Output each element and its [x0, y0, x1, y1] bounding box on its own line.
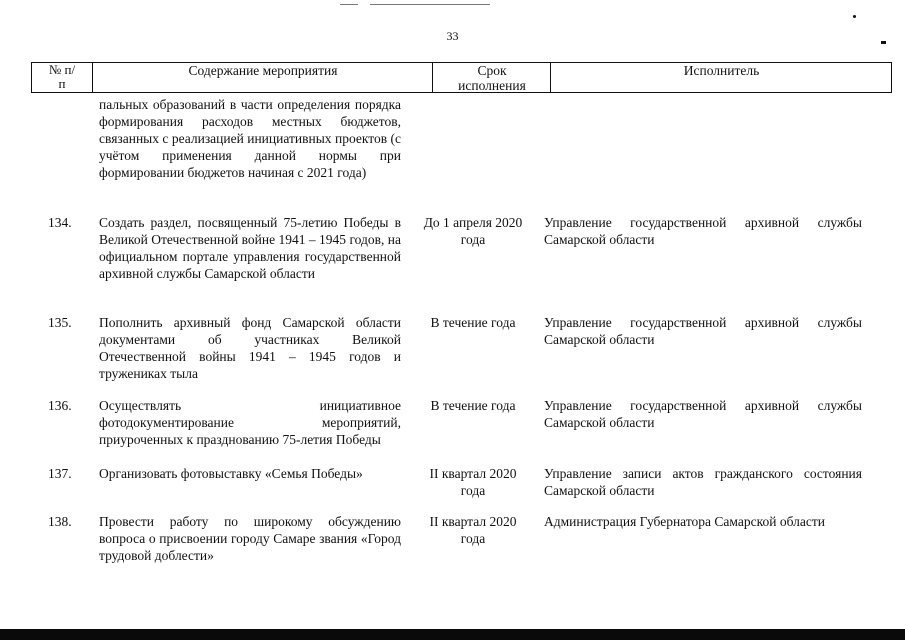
- row-content: пальных образований в части определения порядка формирования расходов местных бюджетов, связанных с реализацией инициативных проектов (с учётом применения данной нормы при формировании бюджетов начиная с 2021 года): [99, 97, 401, 180]
- header-content: Содержание мероприятия: [92, 63, 433, 92]
- row-content: Осуществлять инициативное фотодокументирование мероприятий, приуроченных к празднованию 75-летия Победы: [99, 398, 401, 447]
- row-number: 138.: [48, 514, 72, 529]
- row-executor: Управление государственной архивной службы Самарской области: [544, 315, 862, 347]
- scan-speck: [853, 15, 856, 18]
- row-executor: Управление государственной архивной службы Самарской области: [544, 215, 862, 247]
- row-deadline: До 1 апреля 2020 года: [423, 215, 523, 247]
- header-number-label: № п/п: [48, 62, 76, 91]
- row-deadline: II квартал 2020 года: [429, 514, 517, 546]
- header-number: [32, 63, 92, 92]
- header-executor: Исполнитель: [550, 63, 892, 92]
- row-content: Создать раздел, посвященный 75-летию Победы в Великой Отечественной войне 1941 – 1945 годов, на официальном портале управления государственной архивной службы Самарской области: [99, 215, 401, 281]
- page-number: 33: [446, 29, 459, 43]
- row-number: 134.: [48, 215, 72, 230]
- row-executor: Управление записи актов гражданского состояния Самарской области: [544, 466, 862, 498]
- row-deadline: В течение года: [430, 398, 516, 413]
- scan-artifact-line: [370, 4, 490, 5]
- row-number: 136.: [48, 398, 72, 413]
- row-content: Провести работу по широкому обсуждению вопроса о присвоении городу Самаре звания «Город трудовой доблести»: [99, 514, 401, 563]
- row-number: 137.: [48, 466, 72, 481]
- row-executor: Администрация Губернатора Самарской области: [544, 514, 825, 529]
- scan-edge-bar: [0, 629, 905, 640]
- row-content: Пополнить архивный фонд Самарской области документами об участниках Великой Отечественной войны 1941 – 1945 годов и тружениках тыла: [99, 315, 401, 381]
- row-number: 135.: [48, 315, 72, 330]
- row-executor: Управление государственной архивной службы Самарской области: [544, 398, 862, 430]
- row-deadline: II квартал 2020 года: [429, 466, 517, 498]
- row-content: Организовать фотовыставку «Семья Победы»: [99, 466, 363, 481]
- row-deadline: В течение года: [430, 315, 516, 330]
- header-deadline: [432, 63, 551, 92]
- scan-artifact-line: [340, 4, 358, 5]
- header-deadline-label: Срок исполнения: [458, 63, 526, 93]
- table-header: [31, 62, 892, 93]
